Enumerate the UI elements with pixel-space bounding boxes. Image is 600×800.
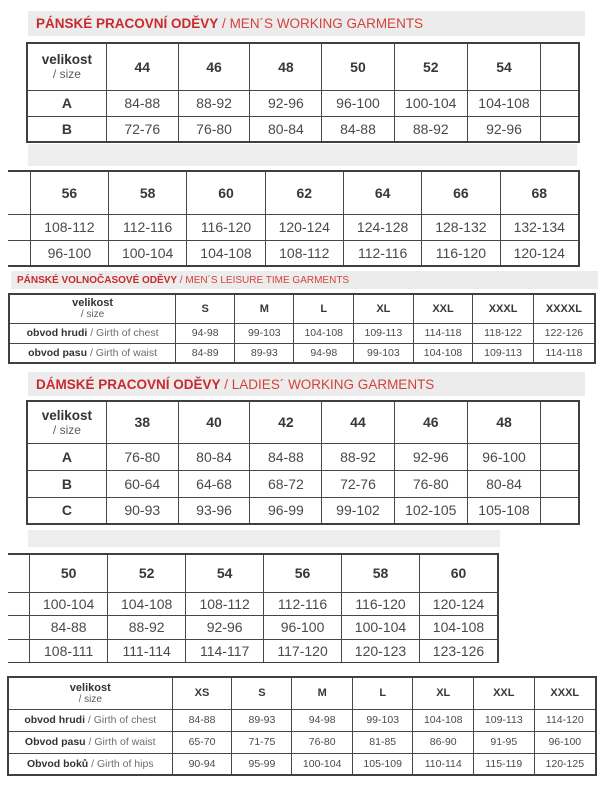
title-english: LADIES´ WORKING GARMENTS xyxy=(231,376,435,392)
size-value-cell: 91-95 xyxy=(474,731,535,753)
size-value-cell: 84-88 xyxy=(250,443,322,470)
row-label-cell: A xyxy=(27,90,106,116)
size-value-cell: 105-108 xyxy=(467,497,540,524)
table-row xyxy=(9,343,595,363)
cut-column-cell xyxy=(541,401,579,443)
size-value-cell: 109-113 xyxy=(473,343,533,363)
table-row xyxy=(9,323,595,343)
size-value-cell: 120-124 xyxy=(265,214,343,240)
size-value-cell: 99-102 xyxy=(322,497,394,524)
table-row xyxy=(8,709,596,731)
size-column-header: 56 xyxy=(264,554,342,592)
row-label-czech: obvod pasu xyxy=(28,346,90,359)
row-label-cell: B xyxy=(27,470,106,497)
row-label-cell: B xyxy=(27,116,106,142)
size-value-cell: 80-84 xyxy=(250,116,322,142)
size-value-cell: 100-104 xyxy=(342,616,420,640)
size-value-cell: 100-104 xyxy=(394,90,467,116)
size-value-cell: 111-114 xyxy=(108,639,186,663)
size-column-header: M xyxy=(292,677,353,709)
size-value-cell: 60-64 xyxy=(106,470,178,497)
size-value-cell: 116-120 xyxy=(422,240,500,266)
size-value-cell: 104-108 xyxy=(467,90,540,116)
size-value-cell: 90-93 xyxy=(106,497,178,524)
size-value-cell: 112-116 xyxy=(109,214,187,240)
size-value-cell: 104-108 xyxy=(294,323,354,343)
size-corner-cell xyxy=(8,677,172,709)
size-value-cell: 72-76 xyxy=(106,116,178,142)
table-row xyxy=(8,240,579,266)
size-value-cell: 86-90 xyxy=(413,731,474,753)
size-value-cell: 99-103 xyxy=(354,343,414,363)
size-column-header: XXXXL xyxy=(533,294,595,323)
size-column-header: 58 xyxy=(342,554,420,592)
size-corner-cell xyxy=(27,401,106,443)
cut-column-cell xyxy=(541,470,579,497)
size-value-cell: 108-111 xyxy=(30,639,108,663)
title-english: MEN´S WORKING GARMENTS xyxy=(229,16,424,31)
size-value-cell: 96-100 xyxy=(30,240,108,266)
row-label-cell xyxy=(9,343,176,363)
size-value-cell: 88-92 xyxy=(322,443,394,470)
mens-leisure-sizes-table xyxy=(8,293,596,364)
table-row xyxy=(8,753,596,775)
size-value-cell: 76-80 xyxy=(394,470,467,497)
size-column-header: 52 xyxy=(394,43,467,90)
size-value-cell: 100-104 xyxy=(292,753,353,775)
size-value-cell: 99-103 xyxy=(235,323,294,343)
size-value-cell: 114-117 xyxy=(186,639,264,663)
ladies-working-sizes-table-right xyxy=(8,553,499,663)
row-label-cell xyxy=(8,731,172,753)
size-column-header: L xyxy=(294,294,354,323)
cut-column-cell xyxy=(8,639,30,663)
size-column-header: XXXL xyxy=(473,294,533,323)
size-value-cell: 76-80 xyxy=(178,116,250,142)
size-column-header: 56 xyxy=(30,171,108,214)
table-row xyxy=(27,443,579,470)
cut-column-cell xyxy=(8,214,30,240)
size-value-cell: 120-125 xyxy=(534,753,596,775)
table-row xyxy=(8,616,498,640)
row-label-cell xyxy=(8,753,172,775)
mens-working-sizes-table-right xyxy=(8,170,580,267)
corner-label-english: / size xyxy=(52,422,81,437)
row-label-cell xyxy=(8,709,172,731)
section-title-mens-leisure xyxy=(11,271,598,289)
size-value-cell: 112-116 xyxy=(264,592,342,616)
size-value-cell: 108-112 xyxy=(265,240,343,266)
size-value-cell: 80-84 xyxy=(467,470,540,497)
size-value-cell: 112-116 xyxy=(343,240,421,266)
row-label-english: / Girth of waist xyxy=(88,736,156,748)
table-header-row xyxy=(27,43,579,90)
size-corner-cell xyxy=(9,294,176,323)
size-value-cell: 96-100 xyxy=(264,616,342,640)
title-czech: DÁMSKÉ PRACOVNÍ ODĚVY xyxy=(36,376,221,392)
row-label-english: / Girth of chest xyxy=(87,714,157,726)
table-header-row xyxy=(8,677,596,709)
table-header-row xyxy=(8,171,579,214)
section-title-mens-working xyxy=(28,11,585,36)
size-value-cell: 72-76 xyxy=(322,470,394,497)
size-value-cell: 92-96 xyxy=(394,443,467,470)
size-column-header: 44 xyxy=(322,401,394,443)
size-column-header: S xyxy=(176,294,235,323)
size-value-cell: 96-100 xyxy=(534,731,596,753)
ladies-measurements-table xyxy=(7,676,597,776)
size-value-cell: 96-100 xyxy=(467,443,540,470)
cut-column-cell xyxy=(541,43,579,90)
corner-label-czech: velikost xyxy=(41,52,93,68)
table-row xyxy=(27,470,579,497)
section-divider xyxy=(28,530,500,547)
size-value-cell: 92-96 xyxy=(186,616,264,640)
size-column-header: XXL xyxy=(413,294,473,323)
size-value-cell: 104-108 xyxy=(419,616,498,640)
cut-column-cell xyxy=(541,90,579,116)
size-value-cell: 84-88 xyxy=(322,116,394,142)
cut-column-cell xyxy=(541,116,579,142)
size-value-cell: 102-105 xyxy=(394,497,467,524)
size-column-header: XXXL xyxy=(534,677,596,709)
size-column-header: 54 xyxy=(467,43,540,90)
title-english: MEN´S LEISURE TIME GARMENTS xyxy=(185,274,350,286)
size-column-header: 50 xyxy=(322,43,394,90)
size-value-cell: 104-108 xyxy=(187,240,265,266)
size-value-cell: 76-80 xyxy=(292,731,353,753)
table-row xyxy=(27,90,579,116)
size-column-header: 50 xyxy=(30,554,108,592)
table-row xyxy=(8,639,498,663)
size-column-header: M xyxy=(235,294,294,323)
row-label-cell: A xyxy=(27,443,106,470)
size-value-cell: 109-113 xyxy=(354,323,414,343)
table-header-row xyxy=(8,554,498,592)
size-value-cell: 100-104 xyxy=(109,240,187,266)
row-label-english: / Girth of chest xyxy=(90,327,159,339)
table-row xyxy=(27,497,579,524)
corner-label-czech: velikost xyxy=(72,297,114,310)
size-value-cell: 104-108 xyxy=(413,709,474,731)
size-value-cell: 84-88 xyxy=(30,616,108,640)
size-column-header: 54 xyxy=(186,554,264,592)
size-value-cell: 123-126 xyxy=(419,639,498,663)
size-column-header: 48 xyxy=(467,401,540,443)
size-value-cell: 95-99 xyxy=(232,753,292,775)
row-label-english: / Girth of hips xyxy=(91,757,154,770)
title-czech: PÁNSKÉ PRACOVNÍ ODĚVY xyxy=(36,16,219,31)
size-column-header: 44 xyxy=(106,43,178,90)
size-value-cell: 120-124 xyxy=(419,592,498,616)
size-column-header: 46 xyxy=(394,401,467,443)
size-column-header: 62 xyxy=(265,171,343,214)
size-value-cell: 96-99 xyxy=(250,497,322,524)
size-value-cell: 88-92 xyxy=(108,616,186,640)
size-column-header: XS xyxy=(172,677,232,709)
row-label-czech: Obvod boků xyxy=(26,757,92,770)
size-column-header: 60 xyxy=(187,171,265,214)
corner-label-english: / size xyxy=(78,693,102,705)
size-value-cell: 93-96 xyxy=(178,497,250,524)
size-value-cell: 88-92 xyxy=(178,90,250,116)
row-label-czech: Obvod pasu xyxy=(24,736,89,748)
cut-column-cell xyxy=(541,497,579,524)
table-row xyxy=(27,116,579,142)
title-separator: / xyxy=(220,376,232,392)
size-column-header: 58 xyxy=(109,171,187,214)
size-value-cell: 105-109 xyxy=(352,753,413,775)
size-value-cell: 116-120 xyxy=(187,214,265,240)
size-value-cell: 96-100 xyxy=(322,90,394,116)
cut-column-cell xyxy=(541,443,579,470)
size-value-cell: 100-104 xyxy=(30,592,108,616)
cut-column-cell xyxy=(8,240,30,266)
size-value-cell: 124-128 xyxy=(343,214,421,240)
size-column-header: 60 xyxy=(419,554,498,592)
size-column-header: 46 xyxy=(178,43,250,90)
size-column-header: XL xyxy=(354,294,414,323)
size-value-cell: 122-126 xyxy=(533,323,595,343)
row-label-cell: C xyxy=(27,497,106,524)
corner-label-czech: velikost xyxy=(41,407,93,423)
section-title-ladies-working xyxy=(28,372,585,396)
size-value-cell: 92-96 xyxy=(250,90,322,116)
table-row xyxy=(8,214,579,240)
size-value-cell: 88-92 xyxy=(394,116,467,142)
size-value-cell: 89-93 xyxy=(235,343,294,363)
size-value-cell: 114-120 xyxy=(534,709,596,731)
size-value-cell: 99-103 xyxy=(352,709,413,731)
size-column-header: XXL xyxy=(474,677,535,709)
row-label-english: / Girth of waist xyxy=(89,346,158,359)
size-column-header: 64 xyxy=(343,171,421,214)
size-value-cell: 64-68 xyxy=(178,470,250,497)
size-value-cell: 108-112 xyxy=(186,592,264,616)
size-value-cell: 81-85 xyxy=(352,731,413,753)
size-value-cell: 117-120 xyxy=(264,639,342,663)
size-value-cell: 114-118 xyxy=(533,343,595,363)
table-header-row xyxy=(9,294,595,323)
size-value-cell: 116-120 xyxy=(342,592,420,616)
size-value-cell: 84-88 xyxy=(172,709,232,731)
mens-working-sizes-table-left xyxy=(26,42,580,143)
size-value-cell: 92-96 xyxy=(467,116,540,142)
section-divider xyxy=(28,144,577,166)
size-value-cell: 104-108 xyxy=(413,343,473,363)
row-label-czech: obvod hrudi xyxy=(26,327,91,339)
size-value-cell: 76-80 xyxy=(106,443,178,470)
size-value-cell: 94-98 xyxy=(176,323,235,343)
cut-column-cell xyxy=(8,616,30,640)
size-value-cell: 71-75 xyxy=(232,731,292,753)
size-column-header: 48 xyxy=(250,43,322,90)
table-row xyxy=(8,731,596,753)
size-column-header: S xyxy=(232,677,292,709)
cut-column-cell xyxy=(8,592,30,616)
size-value-cell: 108-112 xyxy=(30,214,108,240)
size-value-cell: 128-132 xyxy=(422,214,500,240)
size-value-cell: 65-70 xyxy=(172,731,232,753)
size-value-cell: 120-124 xyxy=(500,240,579,266)
corner-label-english: / size xyxy=(80,309,105,321)
size-value-cell: 110-114 xyxy=(413,753,474,775)
size-value-cell: 120-123 xyxy=(342,639,420,663)
size-corner-cell xyxy=(27,43,106,90)
size-value-cell: 84-89 xyxy=(176,343,235,363)
table-row xyxy=(8,592,498,616)
size-value-cell: 114-118 xyxy=(413,323,473,343)
title-czech: PÁNSKÉ VOLNOČASOVÉ ODĚVY xyxy=(17,274,178,286)
size-value-cell: 94-98 xyxy=(292,709,353,731)
corner-label-czech: velikost xyxy=(69,681,111,694)
size-column-header: 38 xyxy=(106,401,178,443)
size-value-cell: 89-93 xyxy=(232,709,292,731)
cut-column-cell xyxy=(8,554,30,592)
size-column-header: 52 xyxy=(108,554,186,592)
size-column-header: 40 xyxy=(178,401,250,443)
table-header-row xyxy=(27,401,579,443)
size-column-header: XL xyxy=(413,677,474,709)
row-label-czech: obvod hrudi xyxy=(24,714,88,726)
title-separator: / xyxy=(177,274,186,286)
size-value-cell: 80-84 xyxy=(178,443,250,470)
size-value-cell: 115-119 xyxy=(474,753,535,775)
size-column-header: 66 xyxy=(422,171,500,214)
cut-column-cell xyxy=(8,171,30,214)
size-value-cell: 118-122 xyxy=(473,323,533,343)
size-value-cell: 104-108 xyxy=(108,592,186,616)
size-column-header: 42 xyxy=(250,401,322,443)
size-value-cell: 109-113 xyxy=(474,709,535,731)
size-value-cell: 68-72 xyxy=(250,470,322,497)
title-separator: / xyxy=(218,16,230,31)
row-label-cell xyxy=(9,323,176,343)
size-column-header: L xyxy=(352,677,413,709)
size-value-cell: 94-98 xyxy=(294,343,354,363)
size-value-cell: 90-94 xyxy=(172,753,232,775)
size-column-header: 68 xyxy=(500,171,579,214)
size-value-cell: 132-134 xyxy=(500,214,579,240)
corner-label-english: / size xyxy=(52,67,81,82)
size-value-cell: 84-88 xyxy=(106,90,178,116)
ladies-working-sizes-table-left xyxy=(26,400,580,525)
